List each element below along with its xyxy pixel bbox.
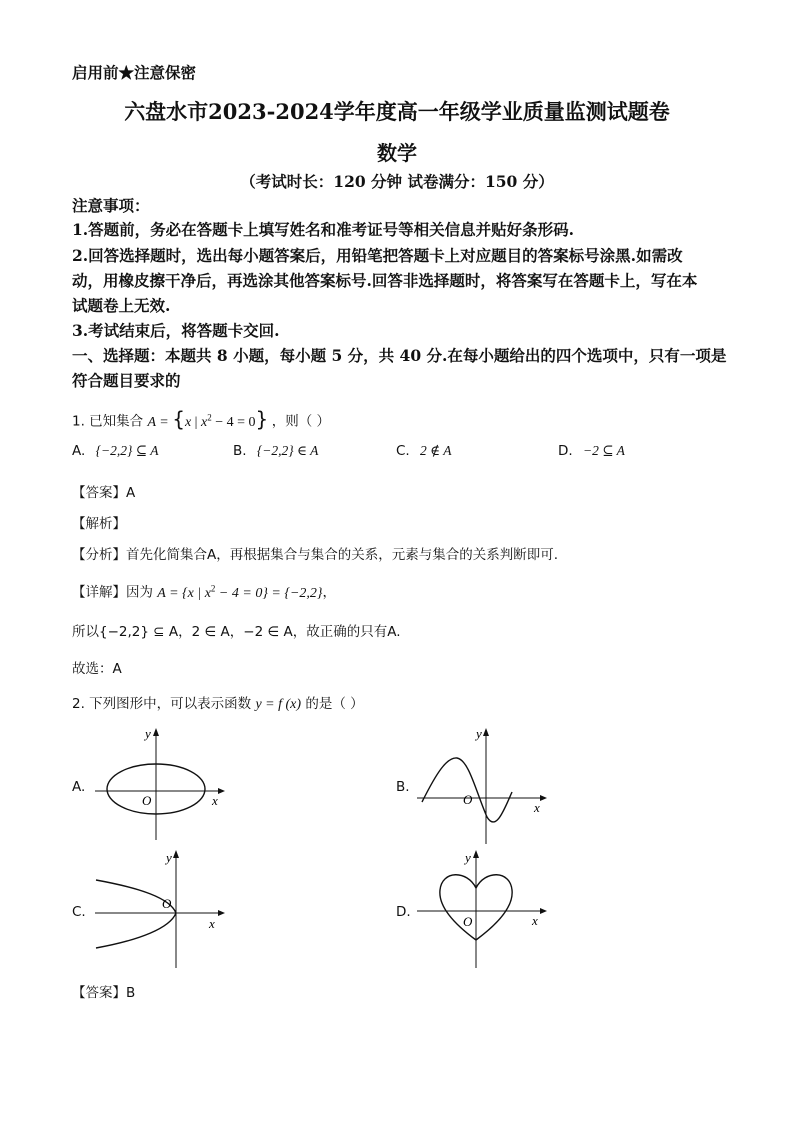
q1-option-c-expr: 2 ∉ A: [420, 443, 452, 458]
q1-fenxi-tag: 【分析】: [72, 547, 126, 563]
q2-label-d: D.: [396, 904, 411, 920]
question-1-stem: [72, 403, 330, 437]
q2-stem-suffix: 的是（ ）: [305, 696, 364, 712]
q1-answer-tag: 【答案】: [72, 485, 126, 501]
q1-set-expr-exp: 2: [207, 412, 212, 422]
graph-c-x-arrow: [218, 910, 225, 916]
graph-b-x-arrow: [540, 795, 547, 801]
q1-answer: [72, 481, 135, 501]
q1-answer-value: A: [126, 485, 136, 501]
graph-d-y-arrow: [473, 850, 479, 858]
graph-c-origin: O: [162, 896, 172, 911]
note-2-line-3: 试题卷上无效.: [72, 296, 171, 315]
page-title: 六盘水市2023-2024学年度高一年级学业质量监测试题卷: [124, 99, 670, 124]
q1-option-b: [233, 443, 318, 459]
q1-set-definition: [147, 406, 271, 431]
q1-option-d-label: D.: [558, 443, 573, 459]
graph-c-x-label: x: [209, 916, 215, 931]
graph-d-y-label: y: [465, 850, 471, 865]
q2-answer-tag: 【答案】: [72, 985, 126, 1001]
q2-stem-expr: y = f (x): [255, 697, 302, 712]
graph-a-origin: O: [142, 793, 152, 808]
exam-info: （考试时长：120 分钟 试卷满分：150 分）: [240, 172, 554, 191]
graph-d-x-arrow: [540, 908, 547, 914]
subject-title: 数学: [377, 141, 417, 165]
q1-option-b-expr: {−2,2} ∈ A: [256, 443, 319, 458]
graph-c-parabola: [90, 848, 230, 973]
q1-set-open: {: [172, 406, 185, 431]
graph-c-y-label: y: [166, 850, 172, 865]
confidential-note: 启用前★注意保密: [72, 63, 197, 82]
graph-d-heart: [412, 848, 552, 973]
question-2-stem: [72, 693, 364, 716]
graph-b-x-label: x: [534, 800, 540, 815]
note-2-line-1: 2.回答选择题时，选出每小题答案后，用铅笔把答题卡上对应题目的答案标号涂黑.如需改: [72, 246, 683, 265]
note-1: 1.答题前，务必在答题卡上填写姓名和准考证号等相关信息并贴好条形码.: [72, 220, 575, 239]
q1-analysis-tag: 【解析】: [72, 516, 126, 532]
section-1-heading-line-2: 符合题目要求的: [72, 371, 181, 390]
graph-a-x-arrow: [218, 788, 225, 794]
q1-set-expr-base: x: [200, 414, 208, 430]
q1-detail-tag: 【详解】: [72, 584, 126, 601]
graph-c-y-arrow: [173, 850, 179, 858]
q1-option-c-label: C.: [396, 443, 410, 459]
q1-detail-exp: 2: [210, 583, 216, 593]
graph-a-y-label: y: [145, 726, 151, 741]
q2-label-c: C.: [72, 904, 86, 920]
q2-answer-value: B: [126, 985, 136, 1001]
graph-b-y-arrow: [483, 728, 489, 736]
note-2-line-2: 动，用橡皮擦干净后，再选涂其他答案标号.回答非选择题时，将答案写在答题卡上，写在本: [72, 271, 698, 290]
q1-set-bar: |: [191, 414, 201, 430]
graph-a-x-label: x: [212, 793, 218, 808]
q1-detail-prefix: 因为: [126, 584, 153, 601]
q1-option-c: [396, 443, 452, 459]
q1-option-a-expr: {−2,2} ⊆ A: [95, 443, 159, 458]
q1-set-expr-rest: − 4 = 0: [211, 414, 256, 430]
note-3: 3.考试结束后，将答题卡交回.: [72, 321, 280, 340]
q1-stem-prefix: 1. 已知集合: [72, 413, 144, 430]
q2-answer: [72, 981, 135, 1001]
graph-a-y-arrow: [153, 728, 159, 736]
q2-label-a: A.: [72, 779, 86, 795]
section-1-heading-line-1: 一、选择题：本题共 8 小题，每小题 5 分，共 40 分.在每小题给出的四个选项中，只有一项是: [72, 346, 727, 365]
q1-set-var: x: [184, 414, 192, 430]
q1-fenxi-text: 首先化简集合A，再根据集合与集合的关系，元素与集合的关系判断即可.: [126, 547, 559, 563]
q1-detail-rest: − 4 = 0} = {−2,2}: [215, 585, 323, 601]
q1-so-line: 所以{−2,2} ⊆ A，2 ∈ A，−2 ∈ A，故正确的只有A.: [72, 624, 401, 640]
graph-b-y-label: y: [476, 726, 482, 741]
q2-stem-prefix: 2. 下列图形中，可以表示函数: [72, 696, 252, 712]
q1-option-d-expr: −2 ⊆ A: [582, 443, 625, 458]
notes-heading: 注意事项：: [72, 196, 150, 215]
q1-detail: [72, 574, 336, 608]
q2-label-b: B.: [396, 779, 410, 795]
q1-stem-suffix: ，则（ ）: [271, 413, 331, 430]
graph-d-x-label: x: [532, 913, 538, 928]
q1-option-b-label: B.: [233, 443, 247, 459]
q1-option-a: [72, 443, 158, 459]
q1-set-lhs: A =: [147, 414, 173, 430]
q1-option-a-label: A.: [72, 443, 86, 459]
q1-choose: 故选：A: [72, 661, 122, 677]
graph-b-wave: [412, 722, 552, 847]
graph-d-origin: O: [463, 914, 473, 929]
graph-b-curve: [422, 758, 512, 822]
q1-option-d: [558, 443, 625, 459]
graph-a-ellipse: [90, 722, 230, 847]
q1-detail-set: A = {x | x: [157, 585, 211, 601]
graph-b-origin: O: [463, 792, 473, 807]
q1-detail-math: [157, 583, 323, 601]
q1-fenxi: [72, 543, 558, 563]
graph-c-curve: [96, 880, 176, 948]
q1-set-close: }: [255, 406, 269, 431]
q1-detail-suffix: ，: [322, 584, 337, 601]
